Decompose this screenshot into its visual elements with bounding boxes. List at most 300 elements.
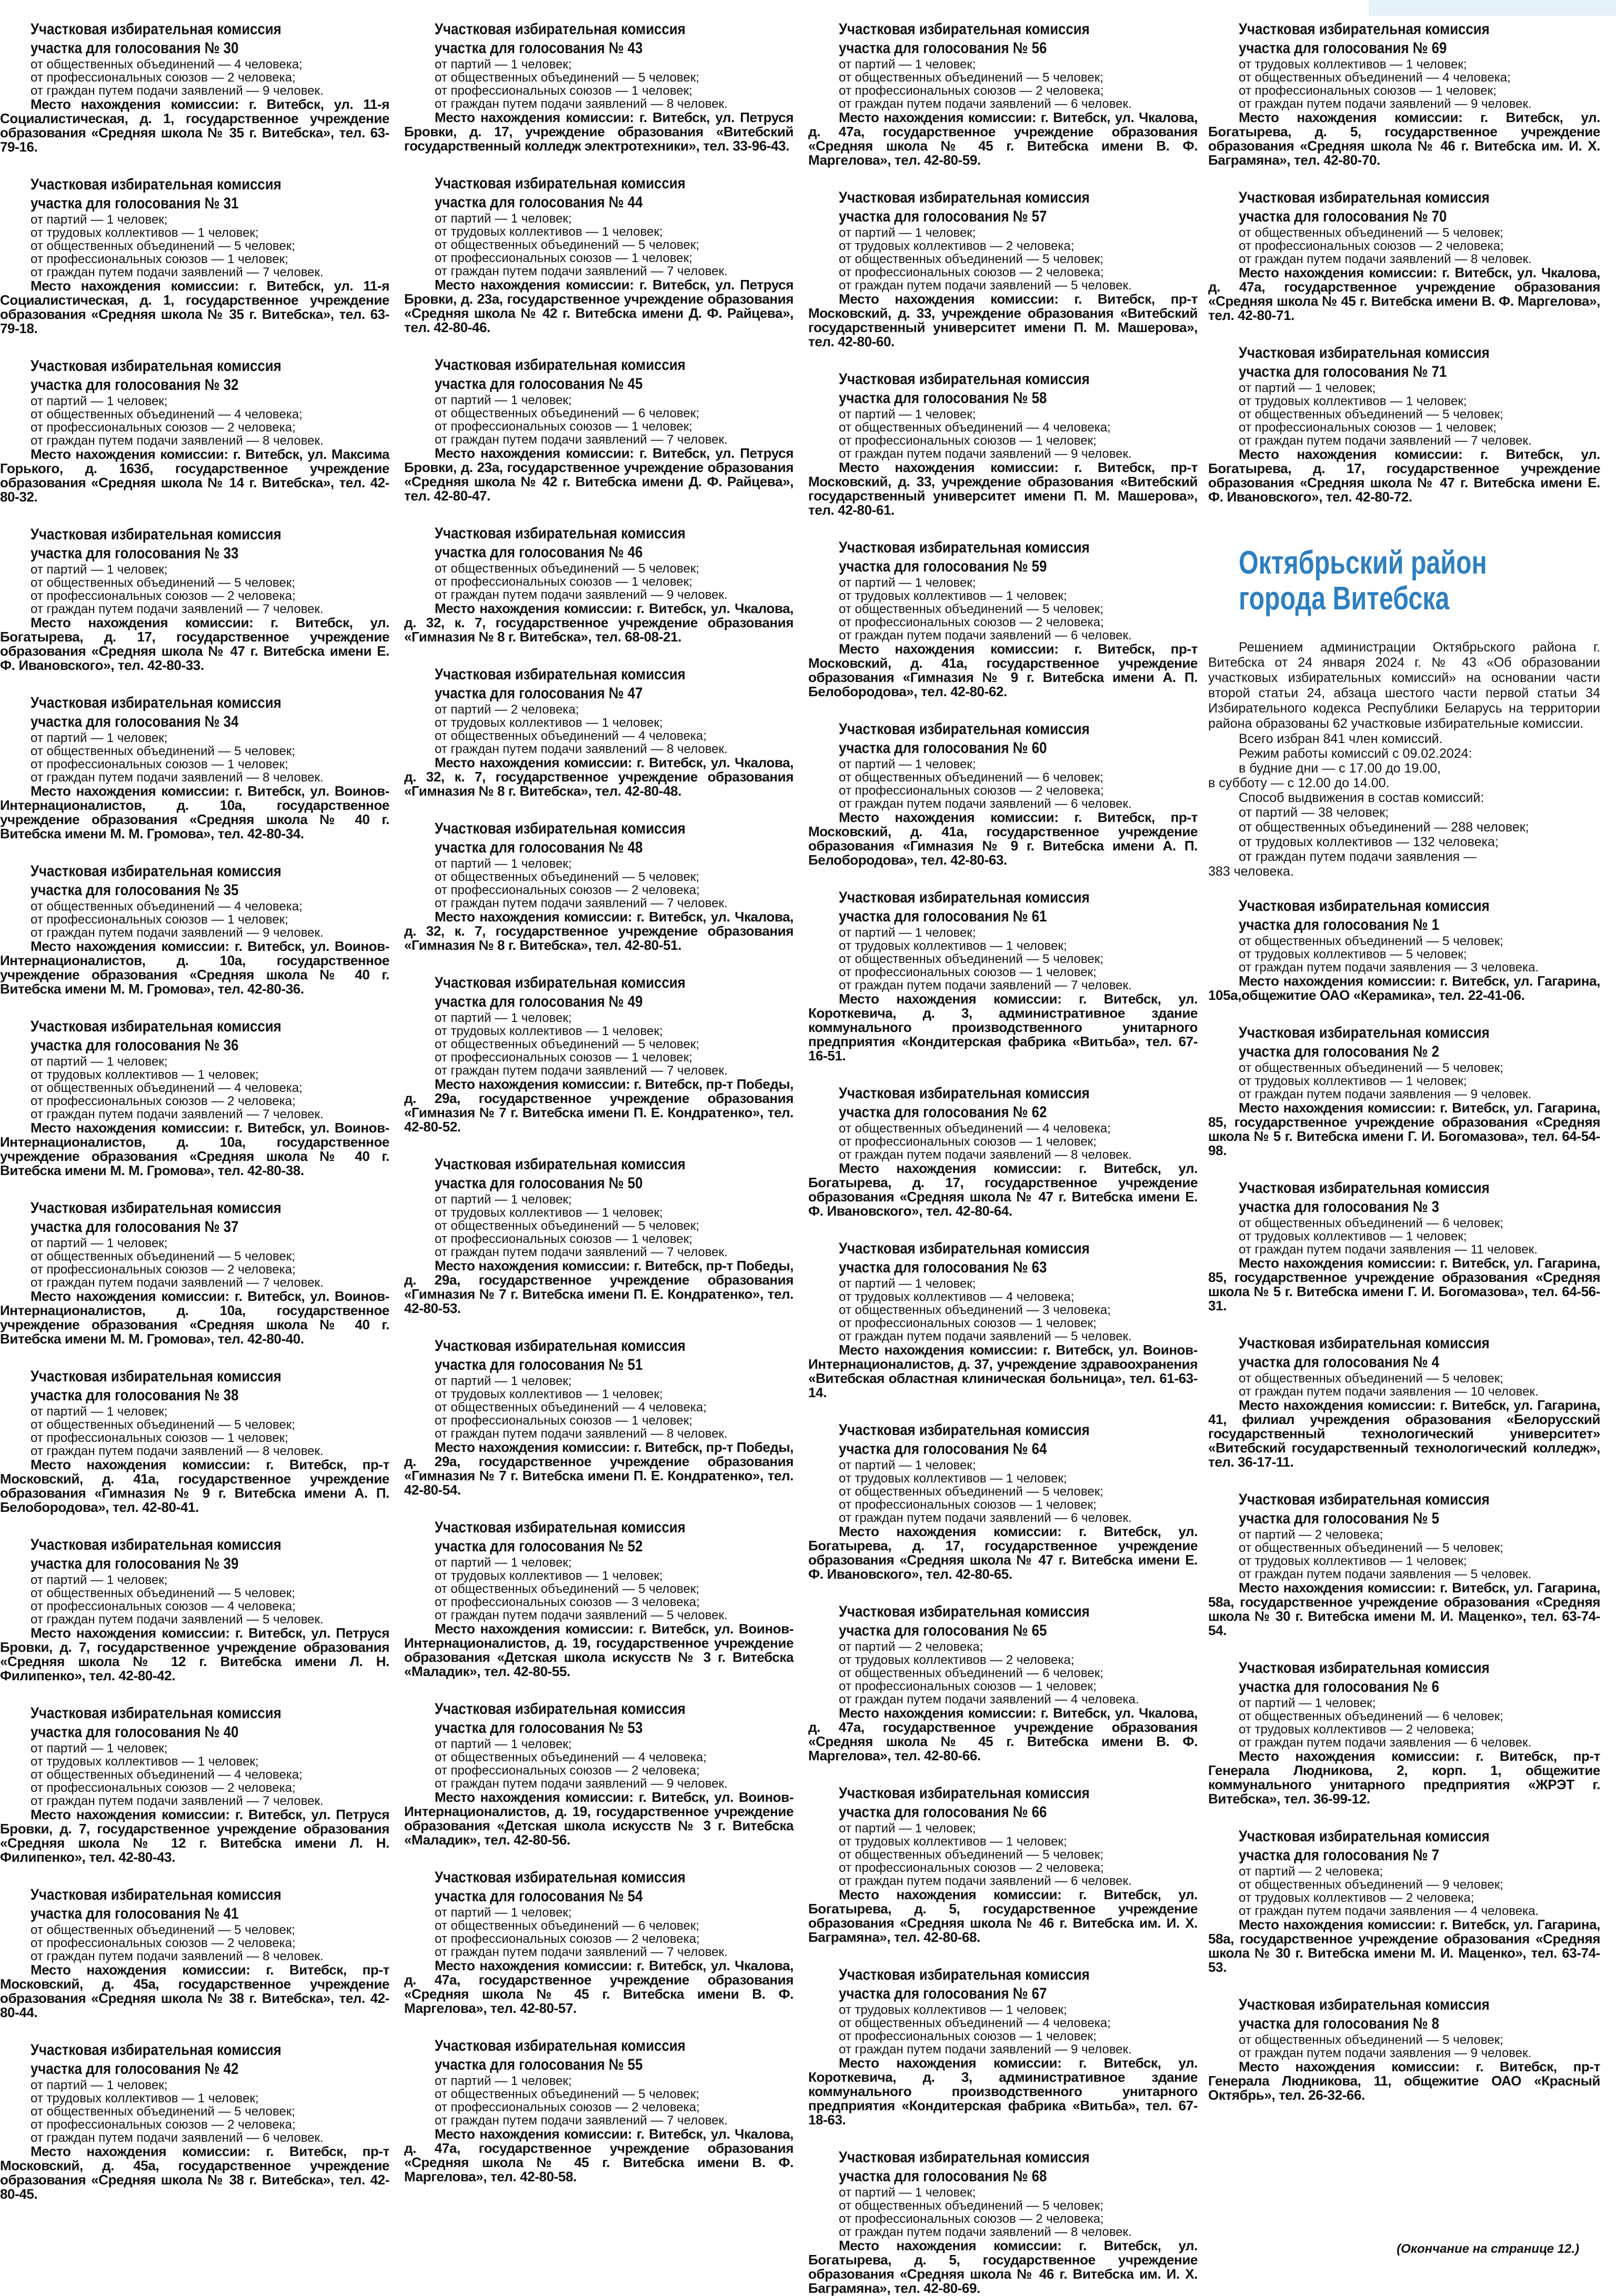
composition-line: от партий — 1 человек; <box>839 1458 976 1472</box>
commission-title: Участковая избирательная комиссия <box>839 1784 1090 1802</box>
composition-line: от общественных объединений — 9 человек; <box>1239 1878 1503 1892</box>
intro-block <box>1208 640 1600 879</box>
commission-title: Участковая избирательная комиссия <box>1239 189 1490 206</box>
composition-line: от профессиональных союзов — 1 человек; <box>435 575 692 589</box>
composition-line: от партий — 1 человек; <box>31 1236 168 1250</box>
district-title-line-1: Октябрьский район <box>1239 545 1487 581</box>
composition-line: от партий — 1 человек; <box>435 1011 572 1025</box>
composition-line: от трудовых коллективов — 1 человек; <box>839 1471 1067 1486</box>
composition-line: от общественных объединений — 4 человека; <box>839 420 1111 435</box>
commission-entry <box>808 20 1198 167</box>
composition-line: от профессиональных союзов — 2 человека; <box>31 1094 296 1108</box>
composition-line: от общественных объединений — 5 человек; <box>31 1418 295 1432</box>
entries-after <box>1208 897 1600 2102</box>
composition-line: от общественных объединений — 5 человек; <box>839 252 1103 266</box>
commission-address: Место нахождения комиссии: г. Витебск, ул. Гагарина, 105а,общежитие ОАО «Керамика», тел. 22-41-06. <box>1208 973 1600 1003</box>
composition-line: от профессиональных союзов — 1 человек; <box>839 1135 1097 1149</box>
composition-line: от трудовых коллективов — 2 человека; <box>839 1653 1075 1667</box>
intro-method-last: 383 человека. <box>1208 864 1294 879</box>
composition-line: от профессиональных союзов — 2 человека; <box>31 420 296 435</box>
composition-line: от профессиональных союзов — 2 человека; <box>31 71 296 85</box>
commission-title: участка для голосования № 8 <box>1239 2015 1439 2032</box>
commission-title: участка для голосования № 48 <box>435 839 643 856</box>
commission-address: Место нахождения комиссии: г. Витебск, ул. Богатырева, д. 5, государственное учреждение образования «Средняя школа № 46 г. Витебска им. И. Х. Баграмяна», тел. 42-80-70. <box>1208 109 1600 168</box>
commission-address: Место нахождения комиссии: г. Витебск, ул. Богатырева, д. 17, государственное учреждение образования «Средняя школа № 47 г. Витебска имени Е. Ф. Ивановского», тел. 42-80-33. <box>0 615 389 673</box>
composition-line: от общественных объединений — 4 человека; <box>435 1400 707 1415</box>
composition-line: от граждан путем подачи заявлений — 9 человек. <box>31 926 324 940</box>
composition-line: от профессиональных союзов — 2 человека; <box>839 615 1104 629</box>
commission-title: участка для голосования № 36 <box>31 1037 239 1054</box>
composition-line: от профессиональных союзов — 2 человека; <box>31 589 296 603</box>
commission-title: Участковая избирательная комиссия <box>435 974 686 991</box>
composition-line: от трудовых коллективов — 1 человек; <box>31 226 259 240</box>
commission-entry <box>0 1536 389 1683</box>
commission-entry <box>0 1017 389 1178</box>
composition-line: от профессиональных союзов — 1 человек; <box>839 434 1097 448</box>
composition-line: от профессиональных союзов — 2 человека; <box>435 883 700 897</box>
composition-line: от общественных объединений — 6 человек; <box>435 406 699 420</box>
commission-entry <box>808 1602 1198 1763</box>
commission-title: Участковая избирательная комиссия <box>1239 1659 1490 1677</box>
composition-line: от общественных объединений — 4 человека; <box>31 1081 303 1095</box>
composition-line: от общественных объединений — 5 человек; <box>435 870 699 884</box>
intro-paragraph: Решением администрации Октябрьского района г. Витебска от 24 января 2024 г. № 43 «Об образовании участковых избирательных комиссий» на основании части второй статьи 24, абзаца шестого части первой статьи 34 Избирательного кодекса Республики Беларусь на территории района образованы 62 участковые избирательные комиссии. <box>1208 640 1600 731</box>
commission-entry <box>404 665 794 798</box>
commission-title: участка для голосования № 40 <box>31 1723 239 1741</box>
commission-address: Место нахождения комиссии: г. Витебск, ул. Чкалова, д. 32, к. 7, государственное учреждение образования «Гимназия № 8 г. Витебска», тел. 42-80-48. <box>404 755 794 799</box>
commission-title: Участковая избирательная комиссия <box>1239 897 1490 915</box>
composition-line: от трудовых коллективов — 2 человека; <box>839 239 1075 253</box>
composition-line: от граждан путем подачи заявления — 9 человек. <box>1239 1087 1532 1101</box>
composition-line: от граждан путем подачи заявлений — 7 человек. <box>31 1107 324 1121</box>
composition-line: от общественных объединений — 5 человек; <box>839 952 1103 966</box>
composition-line: от общественных объединений — 5 человек; <box>839 2199 1103 2213</box>
commission-title: участка для голосования № 43 <box>435 39 643 57</box>
commission-title: Участковая избирательная комиссия <box>839 1966 1090 1983</box>
commission-address: Место нахождения комиссии: г. Витебск, ул. Петруся Бровки, д. 23а, государственное учреждение образования «Средняя школа № 42 г. Витебска имени Д. Ф. Райцева», тел. 42-80-47. <box>404 445 794 504</box>
commission-title: Участковая избирательная комиссия <box>435 666 686 683</box>
commission-title: Участковая избирательная комиссия <box>839 1240 1090 1257</box>
composition-line: от граждан путем подачи заявлений — 7 человек. <box>435 2113 728 2128</box>
commission-title: участка для голосования № 44 <box>435 194 643 211</box>
commission-title: Участковая избирательная комиссия <box>1239 21 1490 38</box>
composition-line: от трудовых коллективов — 1 человек; <box>435 1206 663 1220</box>
composition-line: от партий — 1 человек; <box>1239 1696 1376 1710</box>
composition-line: от партий — 1 человек; <box>839 757 976 771</box>
district-title-line-2: города Витебска <box>1239 580 1450 617</box>
composition-line: от партий — 1 человек; <box>435 57 572 72</box>
composition-line: от общественных объединений — 6 человек; <box>435 1919 699 1933</box>
composition-line: от общественных объединений — 5 человек; <box>435 1582 699 1596</box>
commission-entry <box>404 1337 794 1497</box>
commission-entry <box>808 538 1198 699</box>
composition-line: от граждан путем подачи заявлений — 6 человек. <box>839 97 1132 111</box>
commission-address: Место нахождения комиссии: г. Витебск, пр-т Победы, д. 29а, государственное учреждение образования «Гимназия № 7 г. Витебска имени П. Е. Кондратенко», тел. 42-80-52. <box>404 1076 794 1135</box>
commission-title: участка для голосования № 68 <box>839 2168 1047 2185</box>
commission-title: Участковая избирательная комиссия <box>839 1603 1090 1620</box>
composition-line: от граждан путем подачи заявлений — 4 человека. <box>839 1692 1139 1707</box>
composition-line: от партий — 1 человек; <box>435 212 572 226</box>
composition-line: от общественных объединений — 4 человека; <box>435 729 707 743</box>
commission-address: Место нахождения комиссии: г. Витебск, ул. Гагарина, 58а, государственное учреждение образования «Средняя школа № 30 г. Витебска имени М. И. Маценко», тел. 63-74-53. <box>1208 1917 1600 1975</box>
commission-entry <box>0 862 389 996</box>
commission-address: Место нахождения комиссии: г. Витебск, ул. Чкалова, д. 32, к. 7, государственное учреждение образования «Гимназия № 8 г. Витебска», тел. 42-80-51. <box>404 909 794 953</box>
commission-title: участка для голосования № 53 <box>435 1719 643 1737</box>
composition-line: от трудовых коллективов — 1 человек; <box>1239 1554 1467 1568</box>
commission-address: Место нахождения комиссии: г. Витебск, ул. Богатырева, д. 17, государственное учреждение образования «Средняя школа № 47 г. Витебска имени Е. Ф. Ивановского», тел. 42-80-64. <box>808 1160 1198 1219</box>
commission-entry <box>808 370 1198 517</box>
commission-address: Место нахождения комиссии: г. Витебск, ул. Воинов-Интернационалистов, д. 10а, государственное учреждение образования «Средняя школа № 40 г. Витебска имени М. М. Громова», тел. 42-80-40. <box>0 1288 389 1347</box>
composition-line: от профессиональных союзов — 2 человека; <box>435 1932 700 1946</box>
commission-address: Место нахождения комиссии: г. Витебск, ул. Воинов-Интернационалистов, д. 10а, государственное учреждение образования «Средняя школа № 40 г. Витебска имени М. М. Громова», тел. 42-80-36. <box>0 938 389 997</box>
commission-address: Место нахождения комиссии: г. Витебск, ул. Чкалова, д. 47а, государственное учреждение образования «Средняя школа № 45 г. Витебска имени В. Ф. Маргелова», тел. 42-80-71. <box>1208 265 1600 323</box>
composition-line: от граждан путем подачи заявлений — 5 человек. <box>435 1608 728 1622</box>
composition-line: от профессиональных союзов — 2 человека; <box>31 2118 296 2132</box>
commission-title: Участковая избирательная комиссия <box>839 189 1090 206</box>
commission-title: участка для голосования № 34 <box>31 713 239 730</box>
composition-line: от общественных объединений — 5 человек; <box>31 1586 295 1600</box>
composition-line: от граждан путем подачи заявлений — 8 человек. <box>435 1427 728 1441</box>
composition-line: от профессиональных союзов — 2 человека; <box>839 1861 1104 1875</box>
composition-line: от общественных объединений — 4 человека; <box>1239 71 1511 85</box>
commission-entry <box>808 188 1198 349</box>
commission-title: участка для голосования № 63 <box>839 1259 1047 1276</box>
intro-method-line: от граждан путем подачи заявления — <box>1239 849 1477 864</box>
composition-line: от трудовых коллективов — 1 человек; <box>31 2091 259 2105</box>
commission-entry <box>808 1239 1198 1400</box>
commission-title: участка для голосования № 35 <box>31 881 239 899</box>
composition-line: от общественных объединений — 6 человек; <box>1239 1216 1503 1230</box>
commission-entry <box>0 694 389 841</box>
composition-line: от граждан путем подачи заявлений — 7 человек. <box>31 1794 324 1808</box>
composition-line: от трудовых коллективов — 4 человека; <box>839 1290 1075 1304</box>
commission-entry <box>808 1966 1198 2127</box>
commission-entry <box>1208 897 1600 1002</box>
composition-line: от партий — 1 человек; <box>839 407 976 422</box>
commission-address: Место нахождения комиссии: г. Витебск, ул. Гагарина, 41, филиал учреждения образования «Белорусский государственный технологический университет» «Витебский государственный технологический колледж», тел. 36-17-11. <box>1208 1397 1600 1470</box>
composition-line: от партий — 2 человека; <box>435 703 579 717</box>
composition-line: от профессиональных союзов — 1 человек; <box>31 757 288 771</box>
composition-line: от партий — 1 человек; <box>839 226 976 240</box>
composition-line: от профессиональных союзов — 1 человек; <box>839 965 1097 979</box>
commission-title: Участковая избирательная комиссия <box>31 357 282 375</box>
composition-line: от профессиональных союзов — 2 человека; <box>839 784 1104 798</box>
commission-title: Участковая избирательная комиссия <box>31 1199 282 1217</box>
commission-address: Место нахождения комиссии: г. Витебск, ул. Воинов-Интернационалистов, д. 19, государственное учреждение образования «Детская школа искусств № 3 г. Витебска «Маладик», тел. 42-80-55. <box>404 1621 794 1679</box>
district-heading <box>1208 536 1600 626</box>
composition-line: от граждан путем подачи заявлений — 8 человек. <box>31 1949 324 1963</box>
composition-line: от партий — 1 человек; <box>435 2074 572 2088</box>
composition-line: от граждан путем подачи заявлений — 7 человек. <box>435 433 728 447</box>
composition-line: от партий — 1 человек; <box>435 1374 572 1388</box>
composition-line: от общественных объединений — 4 человека; <box>839 2016 1111 2030</box>
header-band <box>1369 0 1616 16</box>
commission-title: участка для голосования № 67 <box>839 1985 1047 2002</box>
commission-entry <box>1208 1490 1600 1638</box>
commission-title: участка для голосования № 58 <box>839 389 1047 407</box>
composition-line: от трудовых коллективов — 1 человек; <box>1239 1074 1467 1088</box>
commission-title: Участковая избирательная комиссия <box>31 526 282 543</box>
composition-line: от общественных объединений — 5 человек; <box>435 1219 699 1233</box>
composition-line: от профессиональных союзов — 1 человек; <box>435 84 692 98</box>
composition-line: от партий — 1 человек; <box>31 731 168 745</box>
composition-line: от профессиональных союзов — 1 человек; <box>839 2029 1097 2043</box>
commission-entry <box>404 1700 794 1847</box>
commission-address: Место нахождения комиссии: г. Витебск, ул. Максима Горького, д. 163б, государственное учреждение образования «Средняя школа № 14 г. Витебска», тел. 42-80-32. <box>0 446 389 505</box>
composition-line: от профессиональных союзов — 2 человека; <box>435 2100 700 2114</box>
composition-line: от граждан путем подачи заявления — 9 человек. <box>1239 2046 1532 2060</box>
composition-line: от профессиональных союзов — 2 человека; <box>839 265 1104 279</box>
composition-line: от трудовых коллективов — 2 человека; <box>1239 1722 1474 1737</box>
commission-title: участка для голосования № 70 <box>1239 208 1447 225</box>
composition-line: от профессиональных союзов — 1 человек; <box>435 1050 692 1065</box>
composition-line: от общественных объединений — 5 человек; <box>839 602 1103 616</box>
commission-address: Место нахождения комиссии: г. Витебск, пр-т Московский, д. 33, учреждение образования «Витебский государственный университет имени П. М. Машерова», тел. 42-80-60. <box>808 291 1198 349</box>
commission-title: Участковая избирательная комиссия <box>839 539 1090 556</box>
entries-before <box>1208 20 1600 504</box>
composition-line: от партий — 1 человек; <box>31 213 168 227</box>
composition-line: от профессиональных союзов — 2 человека; <box>839 2212 1104 2226</box>
commission-title: Участковая избирательная комиссия <box>435 525 686 542</box>
composition-line: от общественных объединений — 6 человек; <box>1239 1709 1503 1723</box>
composition-line: от партий — 1 человек; <box>435 1556 572 1570</box>
commission-entry <box>0 1199 389 1346</box>
composition-line: от граждан путем подачи заявлений — 7 человек. <box>435 1945 728 1959</box>
composition-line: от граждан путем подачи заявлений — 9 человек. <box>1239 97 1532 111</box>
commission-title: Участковая избирательная комиссия <box>31 176 282 193</box>
commission-title: участка для голосования № 45 <box>435 375 643 393</box>
composition-line: от общественных объединений — 5 человек; <box>31 1249 295 1264</box>
commission-title: участка для голосования № 62 <box>839 1104 1047 1121</box>
commission-entry <box>808 1421 1198 1581</box>
commission-address: Место нахождения комиссии: г. Витебск, ул. Богатырева, д. 17, государственное учреждение образования «Средняя школа № 47 г. Витебска имени Е. Ф. Ивановского», тел. 42-80-72. <box>1208 446 1600 505</box>
commission-title: Участковая избирательная комиссия <box>31 1536 282 1553</box>
composition-line: от профессиональных союзов — 1 человек; <box>1239 420 1497 435</box>
intro-line: Всего избран 841 член комиссий. <box>1239 731 1443 746</box>
commission-title: участка для голосования № 52 <box>435 1538 643 1555</box>
commission-entry <box>1208 188 1600 323</box>
commission-title: Участковая избирательная комиссия <box>1239 1024 1490 1041</box>
composition-line: от партий — 1 человек; <box>435 1906 572 1920</box>
commission-address: Место нахождения комиссии: г. Витебск, ул. Гагарина, 58а, государственное учреждение образования «Средняя школа № 30 г. Витебска имени М. И. Маценко», тел. 63-74-54. <box>1208 1580 1600 1638</box>
composition-line: от граждан путем подачи заявлений — 9 человек. <box>839 2042 1132 2057</box>
commission-entry <box>404 356 794 503</box>
composition-line: от партий — 1 человек; <box>31 563 168 577</box>
commission-title: Участковая избирательная комиссия <box>435 1156 686 1173</box>
commission-title: участка для голосования № 31 <box>31 195 239 212</box>
commission-address: Место нахождения комиссии: г. Витебск, ул. 11-я Социалистическая, д. 1, государственное учреждение образования «Средняя школа № 35 г. Витебска», тел. 63-79-18. <box>0 278 389 336</box>
commission-title: участка для голосования № 3 <box>1239 1198 1439 1216</box>
commission-title: Участковая избирательная комиссия <box>435 1519 686 1536</box>
composition-line: от партий — 1 человек; <box>31 1741 168 1756</box>
composition-line: от трудовых коллективов — 1 человек; <box>435 1024 663 1038</box>
composition-line: от партий — 2 человека; <box>1239 1528 1383 1542</box>
commission-title: Участковая избирательная комиссия <box>31 1368 282 1385</box>
commission-title: Участковая избирательная комиссия <box>31 863 282 880</box>
commission-entry <box>1208 1024 1600 1158</box>
composition-line: от граждан путем подачи заявлений — 8 человек. <box>435 97 728 111</box>
composition-line: от партий — 1 человек; <box>839 576 976 590</box>
composition-line: от партий — 1 человек; <box>435 1192 572 1207</box>
composition-line: от общественных объединений — 5 человек; <box>839 71 1103 85</box>
composition-line: от партий — 1 человек; <box>839 1277 976 1291</box>
composition-line: от общественных объединений — 5 человек; <box>435 71 699 85</box>
composition-line: от партий — 1 человек; <box>31 1055 168 1069</box>
commission-title: участка для голосования № 50 <box>435 1175 643 1192</box>
commission-address: Место нахождения комиссии: г. Витебск, пр-т Победы, д. 29а, государственное учреждение образования «Гимназия № 7 г. Витебска имени П. Е. Кондратенко», тел. 42-80-54. <box>404 1439 794 1498</box>
composition-line: от профессиональных союзов — 1 человек; <box>839 1498 1097 1512</box>
composition-line: от партий — 1 человек; <box>31 2078 168 2092</box>
commission-address: Место нахождения комиссии: г. Витебск, ул. Чкалова, д. 32, к. 7, государственное учреждение образования «Гимназия № 8 г. Витебска», тел. 68-08-21. <box>404 600 794 645</box>
composition-line: от граждан путем подачи заявлений — 7 человек. <box>31 602 324 616</box>
composition-line: от профессиональных союзов — 4 человека; <box>31 1599 296 1613</box>
commission-address: Место нахождения комиссии: г. Витебск, ул. Гагарина, 85, государственное учреждение образования «Средняя школа № 5 г. Витебска имени Г. И. Богомазова», тел. 64-56-31. <box>1208 1255 1600 1314</box>
composition-line: от граждан путем подачи заявлений — 7 человек. <box>435 264 728 278</box>
commission-entry <box>0 1886 389 2020</box>
composition-line: от общественных объединений — 4 человека; <box>31 1768 303 1782</box>
commission-title: участка для голосования № 5 <box>1239 1510 1439 1527</box>
commission-entry <box>1208 1996 1600 2102</box>
commission-title: участка для голосования № 2 <box>1239 1043 1439 1060</box>
commission-title: участка для голосования № 39 <box>31 1555 239 1572</box>
composition-line: от партий — 1 человек; <box>435 1737 572 1751</box>
commission-entry <box>0 525 389 673</box>
commission-entry <box>0 20 389 154</box>
commission-title: Участковая избирательная комиссия <box>435 2037 686 2054</box>
composition-line: от трудовых коллективов — 1 человек; <box>1239 394 1467 408</box>
commission-address: Место нахождения комиссии: г. Витебск, пр-т Московский, д. 33, учреждение образования «Витебский государственный университет имени П. М. Машерова», тел. 42-80-61. <box>808 459 1198 518</box>
composition-line: от партий — 2 человека; <box>839 1640 983 1654</box>
commission-entry <box>808 2148 1198 2295</box>
composition-line: от граждан путем подачи заявлений — 8 человек. <box>435 742 728 756</box>
composition-line: от общественных объединений — 5 человек; <box>839 1848 1103 1862</box>
commission-title: участка для голосования № 71 <box>1239 363 1447 380</box>
commission-entry <box>1208 344 1600 504</box>
composition-line: от профессиональных союзов — 1 человек; <box>31 252 288 266</box>
commission-address: Место нахождения комиссии: г. Витебск, ул. Воинов-Интернационалистов, д. 10а, государственное учреждение образования «Средняя школа № 40 г. Витебска имени М. М. Громова», тел. 42-80-38. <box>0 1120 389 1178</box>
composition-line: от партий — 2 человека; <box>1239 1864 1383 1879</box>
commission-entry <box>404 524 794 644</box>
composition-line: от партий — 1 человек; <box>839 1821 976 1836</box>
composition-line: от граждан путем подачи заявлений — 8 человек. <box>31 1444 324 1458</box>
composition-line: от трудовых коллективов — 1 человек; <box>1239 1229 1467 1244</box>
commission-address: Место нахождения комиссии: г. Витебск, ул. Петруся Бровки, д. 7, государственное учреждение образования «Средняя школа № 12 г. Витебска имени Л. Н. Филипенко», тел. 42-80-43. <box>0 1807 389 1865</box>
commission-address: Место нахождения комиссии: г. Витебск, ул. Короткевича, д. 3, административное здание коммунального производственного унитарного предприятия «Кондитерская фабрика «Витьба», тел. 67-18-63. <box>808 2055 1198 2128</box>
composition-line: от общественных объединений — 5 человек; <box>31 744 295 758</box>
commission-address: Место нахождения комиссии: г. Витебск, ул. Петруся Бровки, д. 23а, государственное учреждение образования «Средняя школа № 42 г. Витебска имени Д. Ф. Райцева», тел. 42-80-46. <box>404 277 794 335</box>
composition-line: от граждан путем подачи заявлений — 6 человек. <box>839 1874 1132 1888</box>
composition-line: от профессиональных союзов — 2 человека; <box>31 1781 296 1795</box>
commission-title: участка для голосования № 33 <box>31 545 239 562</box>
composition-line: от общественных объединений — 5 человек; <box>435 238 699 252</box>
commission-address: Место нахождения комиссии: г. Витебск, пр-т Московский, д. 41а, государственное учреждение образования «Гимназия № 9 г. Витебска имени А. П. Белобородова», тел. 42-80-63. <box>808 809 1198 868</box>
composition-line: от граждан путем подачи заявлений — 9 человек. <box>435 1777 728 1791</box>
commission-title: участка для голосования № 32 <box>31 376 239 394</box>
composition-line: от профессиональных союзов — 1 человек; <box>1239 84 1497 98</box>
composition-line: от граждан путем подачи заявлений — 7 человек. <box>839 978 1132 992</box>
composition-line: от трудовых коллективов — 1 человек; <box>839 2003 1067 2017</box>
composition-line: от граждан путем подачи заявлений — 8 человек. <box>31 770 324 785</box>
commission-entry <box>0 1704 389 1864</box>
composition-line: от граждан путем подачи заявлений — 9 человек. <box>31 84 324 98</box>
commission-address: Место нахождения комиссии: г. Витебск, ул. Чкалова, д. 47а, государственное учреждение образования «Средняя школа № 45 г. Витебска имени В. Ф. Маргелова», тел. 42-80-59. <box>808 109 1198 168</box>
composition-line: от трудовых коллективов — 1 человек; <box>31 1068 259 1082</box>
column-2 <box>404 20 794 2249</box>
intro-method-line: от общественных объединений — 288 человек; <box>1239 820 1529 835</box>
column-1 <box>0 20 389 2249</box>
commission-entry <box>0 357 389 504</box>
composition-line: от граждан путем подачи заявлений — 8 человек. <box>31 434 324 448</box>
composition-line: от граждан путем подачи заявлений — 6 человек. <box>839 628 1132 643</box>
composition-line: от граждан путем подачи заявлений — 7 человек. <box>1239 434 1532 448</box>
composition-line: от общественных объединений — 4 человека; <box>31 407 303 422</box>
composition-line: от граждан путем подачи заявлений — 9 человек. <box>839 447 1132 461</box>
composition-line: от трудовых коллективов — 1 человек; <box>839 1834 1067 1849</box>
commission-title: Участковая избирательная комиссия <box>435 356 686 374</box>
commission-address: Место нахождения комиссии: г. Витебск, ул. Воинов-Интернационалистов, д. 10а, государственное учреждение образования «Средняя школа № 40 г. Витебска имени М. М. Громова», тел. 42-80-34. <box>0 783 389 841</box>
commission-address: Место нахождения комиссии: г. Витебск, ул. Короткевича, д. 3, административное здание коммунального производственного унитарного предприятия «Кондитерская фабрика «Витьба», тел. 67-16-51. <box>808 991 1198 1064</box>
commission-address: Место нахождения комиссии: г. Витебск, ул. Чкалова, д. 47а, государственное учреждение образования «Средняя школа № 45 г. Витебска имени В. Ф. Маргелова», тел. 42-80-57. <box>404 1958 794 2016</box>
commission-entry <box>1208 20 1600 167</box>
composition-line: от граждан путем подачи заявления — 6 человек. <box>1239 1736 1532 1750</box>
commission-title: участка для голосования № 69 <box>1239 39 1447 57</box>
composition-line: от партий — 1 человек; <box>839 57 976 72</box>
commission-entry <box>404 1868 794 2016</box>
composition-line: от трудовых коллективов — 1 человек; <box>1239 57 1467 72</box>
column-3 <box>808 20 1198 2296</box>
commission-title: участка для голосования № 46 <box>435 544 643 561</box>
intro-method-line: от трудовых коллективов — 132 человека; <box>1239 835 1499 849</box>
composition-line: от общественных объединений — 4 человека; <box>435 1750 707 1764</box>
composition-line: от общественных объединений — 5 человек; <box>1239 1541 1503 1555</box>
commission-entry <box>404 1518 794 1679</box>
composition-line: от общественных объединений — 3 человека; <box>839 1303 1111 1317</box>
composition-line: от граждан путем подачи заявлений — 6 человек. <box>839 1511 1132 1525</box>
composition-line: от трудовых коллективов — 1 человек; <box>31 1754 259 1769</box>
commission-entry <box>0 1367 389 1515</box>
composition-line: от граждан путем подачи заявлений — 7 человек. <box>31 1276 324 1290</box>
commission-address: Место нахождения комиссии: г. Витебск, ул. Богатырева, д. 5, государственное учреждение образования «Средняя школа № 46 г. Витебска им. И. Х. Баграмяна», тел. 42-80-68. <box>808 1887 1198 1945</box>
commission-entry <box>808 1784 1198 1944</box>
composition-line: от трудовых коллективов — 1 человек; <box>435 225 663 239</box>
composition-line: от граждан путем подачи заявлений — 7 человек. <box>435 1245 728 1259</box>
commission-title: Участковая избирательная комиссия <box>435 1869 686 1886</box>
composition-line: от граждан путем подачи заявлений — 9 человек. <box>435 588 728 602</box>
commission-title: Участковая избирательная комиссия <box>839 889 1090 906</box>
commission-title: Участковая избирательная комиссия <box>839 720 1090 738</box>
composition-line: от граждан путем подачи заявления — 3 человека. <box>1239 960 1539 975</box>
commission-entry <box>0 2041 389 2201</box>
commission-title: Участковая избирательная комиссия <box>435 21 686 38</box>
commission-entry <box>0 175 389 336</box>
column-4 <box>1208 20 1600 2249</box>
composition-line: от профессиональных союзов — 2 человека; <box>31 1936 296 1950</box>
composition-line: от трудовых коллективов — 1 человек; <box>435 1387 663 1401</box>
composition-line: от граждан путем подачи заявлений — 8 человек. <box>839 1148 1132 1162</box>
commission-title: участка для голосования № 56 <box>839 39 1047 57</box>
intro-method: Способ выдвижения в состав комиссий: <box>1239 790 1484 805</box>
composition-line: от общественных объединений — 5 человек; <box>31 2104 295 2119</box>
commission-title: участка для голосования № 51 <box>435 1356 643 1373</box>
composition-line: от граждан путем подачи заявлений — 7 человек. <box>31 265 324 279</box>
composition-line: от партий — 1 человек; <box>839 2185 976 2200</box>
composition-line: от профессиональных союзов — 1 человек; <box>839 1316 1097 1330</box>
composition-line: от граждан путем подачи заявлений — 5 человек. <box>839 278 1132 293</box>
composition-line: от общественных объединений — 4 человека; <box>839 1121 1111 1136</box>
commission-entry <box>404 2037 794 2184</box>
commission-title: Участковая избирательная комиссия <box>839 1421 1090 1439</box>
commission-address: Место нахождения комиссии: г. Витебск, пр-т Московский, д. 45а, государственное учреждение образования «Средняя школа № 38 г. Витебска», тел. 42-80-44. <box>0 1962 389 2020</box>
